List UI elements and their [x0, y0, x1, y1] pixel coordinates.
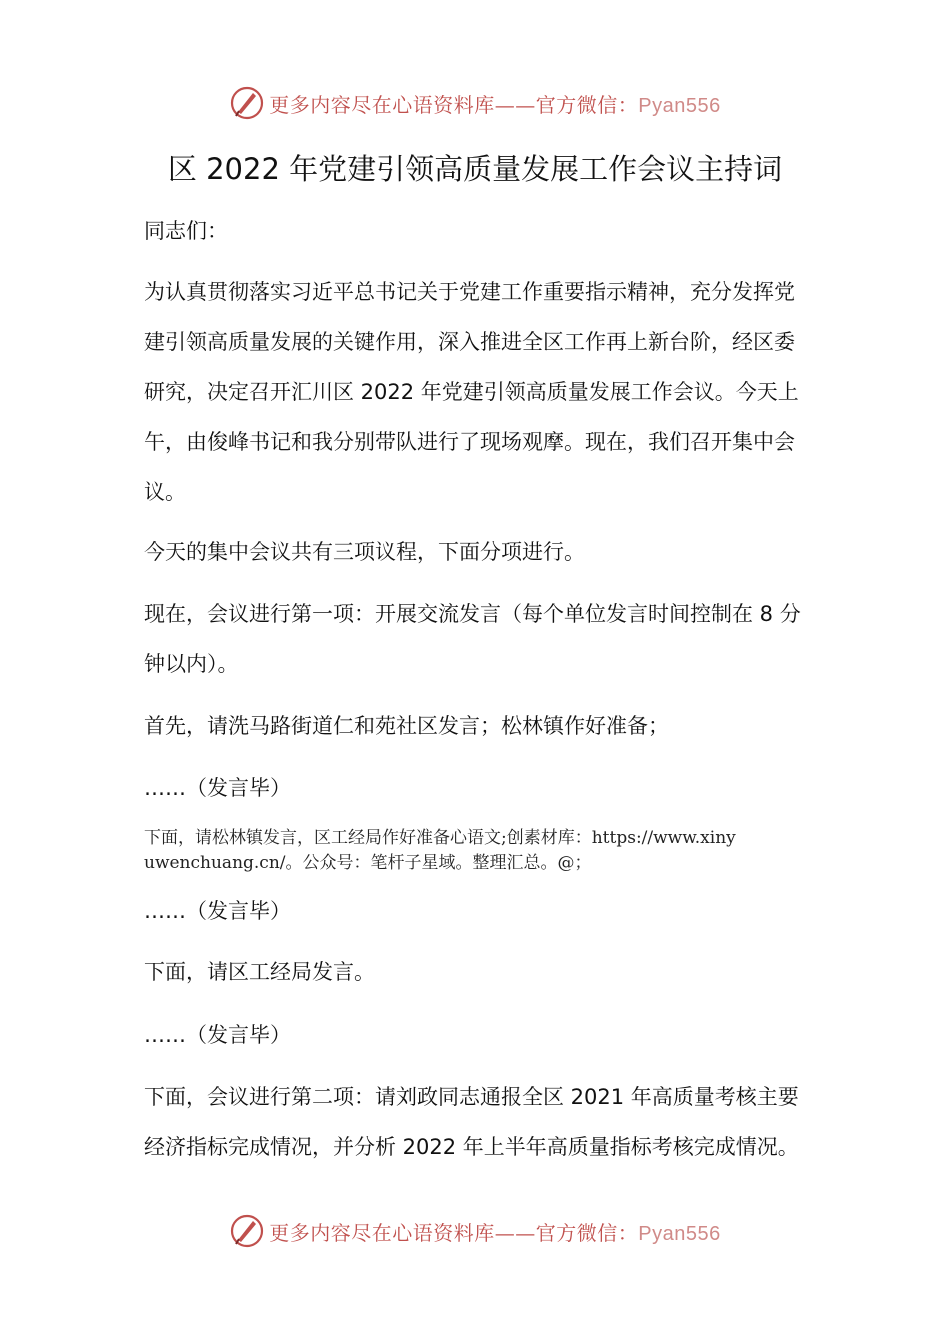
paragraph-intro: 为认真贯彻落实习近平总书记关于党建工作重要指示精神，充分发挥党建引领高质量发展的关键作用，深入推进全区工作再上新台阶，经区委研究，决定召开汇川区 2022 年党建引领高质量发展工作会议。今天上午，由俊峰书记和我分别带队进行了现场观摩。现在，我们召开集中会议。 [144, 280, 799, 504]
document-title: 区 2022 年党建引领高质量发展工作会议主持词 [167, 152, 783, 186]
paragraph-item-one: 现在，会议进行第一项：开展交流发言（每个单位发言时间控制在 8 分钟以内）。 [144, 602, 801, 676]
banner-text: 更多内容尽在心语资料库——官方微信：Pyan556 [269, 1220, 721, 1245]
paragraph-agenda: 今天的集中会议共有三项议程，下面分项进行。 [144, 540, 585, 564]
wechat-id: Pyan556 [638, 94, 721, 117]
quill-pen-logo-icon [229, 1213, 265, 1249]
banner-text: 更多内容尽在心语资料库——官方微信：Pyan556 [269, 92, 721, 117]
paragraph-third-speaker: 下面，请区工经局发言。 [144, 960, 375, 984]
paragraph-speech-end: ……（发言毕） [144, 899, 291, 923]
paragraph-greeting: 同志们： [144, 219, 228, 243]
paragraph-first-speaker: 首先，请洗马路街道仁和苑社区发言；松林镇作好准备； [144, 714, 669, 738]
quill-pen-logo-icon [229, 85, 265, 121]
paragraph-speech-end: ……（发言毕） [144, 776, 291, 800]
header-banner [0, 80, 950, 126]
footer-banner [0, 1208, 950, 1254]
wechat-id: Pyan556 [638, 1222, 721, 1245]
paragraph-speech-end: ……（发言毕） [144, 1023, 291, 1047]
paragraph-source-note: 下面，请松林镇发言，区工经局作好准备心语文;创素材库：https://www.xinyuwenchuang.cn/。公众号：笔杆子星域。整理汇总。@； [144, 828, 736, 873]
paragraph-item-two: 下面，会议进行第二项：请刘政同志通报全区 2021 年高质量考核主要经济指标完成情况，并分析 2022 年上半年高质量指标考核完成情况。 [144, 1085, 799, 1159]
